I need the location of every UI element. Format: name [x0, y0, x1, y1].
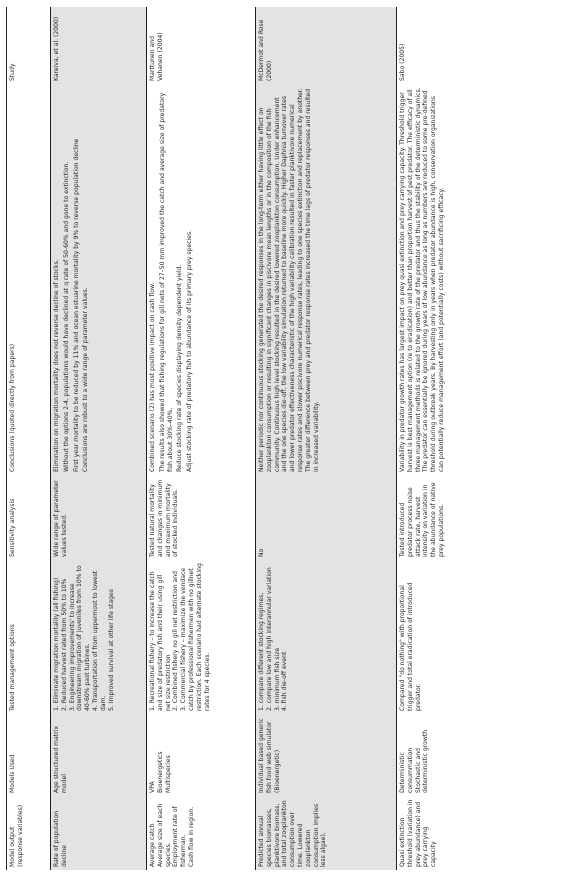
cell-management-options-text: 2. Reduced harvest rated from 50% to 10%	[60, 578, 68, 711]
cell-management-options-text: 3. Engineering improvements' to increase downstream migration of juveniles from 10% to 40-60% past turbines.	[68, 565, 92, 711]
cell-study	[51, 7, 147, 84]
cell-study	[147, 7, 256, 84]
cell-model-output-text: Employment rate of fisherman.	[172, 806, 188, 867]
cell-management-options-text: 1. Recreational fishery – to increase the catch and size of predatory fish and their using gill net size restriction	[149, 571, 172, 711]
cell-models-used	[397, 714, 588, 796]
cell-conclusions-text: Variability in predator growth rates has largest impact on prey quasi extinction and prey carrying capacity. Threshold trigger harvest is best management option (re to eradication) and better than proportion harvest of pest predator. The efficacy of all three management methods is related to the growth rate of the predator and thus the stability of the deterministic dynamics. The predator can essentially be ignored during years of low abundance as long as numbers are reduced to some pre-defined threshold during outbreak years. By harvesting only in years when predator abundance is high, conservation organizations can potentially reduce management effort (and potentially costs) without sacrificing efficacy.	[399, 87, 445, 472]
cell-models-used-text: Deterministic consummation	[399, 747, 414, 793]
cell-management-options-text: Compared "do nothing" with proportional trigger and total eradication of introduced predator.	[399, 582, 422, 711]
cell-sensitivity	[147, 475, 256, 560]
cell-models-used	[256, 714, 397, 796]
cell-management-options-text: 3. minimum fish size	[273, 647, 281, 711]
cell-conclusions-text: Adjust stocking rate of predatory fish to abundance of its primary prey species.	[186, 229, 194, 472]
header-model-output: Model output (response variables)	[7, 796, 51, 870]
cell-models-used-text: Age structured matrix model	[53, 725, 68, 793]
cell-conclusions	[256, 84, 397, 475]
header-conclusions: Conclusions (quoted directly from papers)	[7, 84, 51, 475]
cell-model-output-text: Average catch	[149, 823, 156, 867]
cell-model-output-text: Quasi extinction threshold (variation in prey abundance) and prey carrying capacity	[399, 799, 438, 867]
cell-study	[397, 7, 588, 84]
header-study: Study	[7, 7, 51, 84]
cell-management-options-text: 5. Improved survival at other life stages	[107, 589, 115, 711]
cell-conclusions-text: First year mortality to be reduced by 11% and ocean estuarine mortality by 9% to reverse population decline	[72, 138, 80, 472]
cell-sensitivity-text: Tested introduced predator process noise attack rate, harvest intensity on variation in the abundance of native prey populations.	[399, 482, 445, 557]
cell-management-options-text: 4. Transportation of from uppermost to lowest dam.	[91, 570, 107, 711]
cell-study-text: Sabo (2005)	[399, 43, 406, 81]
cell-sensitivity-text: Tested natural mortality and changes in minimum and maximum mortality of stocked individuals.	[149, 479, 180, 557]
cell-study-text: Kareiva, et al. (2000)	[53, 16, 60, 81]
table-row	[51, 7, 147, 870]
cell-sensitivity-text: Wide range of parameter values tested.	[53, 480, 68, 557]
cell-sensitivity-text: No	[258, 548, 265, 557]
cell-conclusions-text: Combined scenario (2) has most positive impact on cash flow.	[149, 282, 156, 472]
cell-study-text: Marttunen and Vehanen (2004)	[149, 32, 164, 81]
cell-management-options-text: 4. fish die-off event	[281, 651, 289, 711]
cell-management-options	[256, 560, 397, 714]
cell-models-used	[147, 714, 256, 796]
cell-study-text: McDermot and Rose (2000)	[258, 19, 273, 81]
cell-models-used-text: Stochastic and deterministic growth	[414, 729, 430, 793]
cell-management-options-text: 1. Eliminate migration mortality (all fishing)	[53, 577, 60, 711]
cell-conclusions-text: Reduce stocking rate of species displaying density dependent yield.	[176, 264, 184, 472]
cell-conclusions	[397, 84, 588, 475]
comparison-table	[6, 7, 588, 870]
cell-model-output	[397, 796, 588, 870]
cell-model-output-text: Cash flow in region.	[187, 806, 195, 867]
cell-model-output	[256, 796, 397, 870]
cell-management-options-text: 2. compare low and high interannular variation	[265, 567, 273, 711]
cell-study	[256, 7, 397, 84]
cell-sensitivity	[51, 475, 147, 560]
header-row	[7, 7, 51, 870]
cell-conclusions-text: Without the options 2-4, populations would have declined at q rate of 50-60% and gone to extinction.	[62, 161, 70, 472]
header-sensitivity: Sensitivity analysis	[7, 475, 51, 560]
header-management-options: Tested management options	[7, 560, 51, 714]
cell-management-options-text: 3. Commercial fishery – maximize the vendace catch by professional fishermen with no gillnet restriction. Each scenario had alternate stocking rates for 4 species.	[180, 563, 211, 711]
cell-model-output-text: Predicted annual species biomasses, planktivore biomass, and total zooplankton consumption over time. Lowered zooplankton consumption implies less algae).	[258, 800, 328, 867]
cell-conclusions	[51, 84, 147, 475]
cell-models-used	[51, 714, 147, 796]
cell-models-used-text: Multispecies	[164, 755, 172, 793]
cell-conclusions	[147, 84, 256, 475]
cell-model-output	[51, 796, 147, 870]
cell-sensitivity	[397, 475, 588, 560]
cell-management-options	[397, 560, 588, 714]
cell-model-output	[147, 796, 256, 870]
cell-model-output-text: Average size of each species.	[156, 803, 172, 867]
table-row	[397, 7, 588, 870]
cell-management-options-text: 1. compare different stocking regimes,	[258, 592, 265, 711]
cell-models-used-text: Bioenergetics	[156, 751, 164, 793]
cell-model-output-text: Rate of population decline	[53, 810, 68, 867]
cell-conclusions-text: The results also showed that fishing regulations for gill nets of 27–50 mm improved the catch and average size of predatory fish about 30%–40%.	[158, 92, 174, 472]
table-row	[147, 7, 256, 870]
cell-models-used-text: Individual based generic fish food web simulator (Bioenergetic)	[258, 718, 281, 793]
cell-models-used-text: VPA	[149, 781, 156, 793]
cell-management-options-text: 2. Combined fishery no gill net restriction and	[172, 571, 180, 711]
header-models-used: Models Used	[7, 714, 51, 796]
cell-sensitivity	[256, 475, 397, 560]
cell-conclusions-text: Elimination on migration mortality does not reverse decline of stocks.	[53, 259, 60, 472]
cell-conclusions-text: Neither periodic nor continuous stocking generated the desired responses in the long-term either having little effect on zooplankton consumption or resulting in significant changes in piscivore mean lengths or in the composition of the fish community. Continuous high level stocking resulted in the desired lowered zooplankton consumption. Under enhancement and the one species die-off, the low variability simulation returned to baseline more quickly. Higher Daphnia turnover rates and lower predator effectiveness characteristic of the high variability calibration resulted in faster planktivore numerical response rates and slower piscivore numerical response rates, leading to one species extinction and replacement by another. The greater difference between prey and predator response rates increased the time lags of predator responses and resulted in increased variability.	[258, 88, 320, 472]
cell-management-options	[51, 560, 147, 714]
table-row	[256, 7, 397, 870]
cell-conclusions-text: Conclusions are robust to a wide range of parameter values.	[82, 287, 90, 472]
cell-management-options	[147, 560, 256, 714]
